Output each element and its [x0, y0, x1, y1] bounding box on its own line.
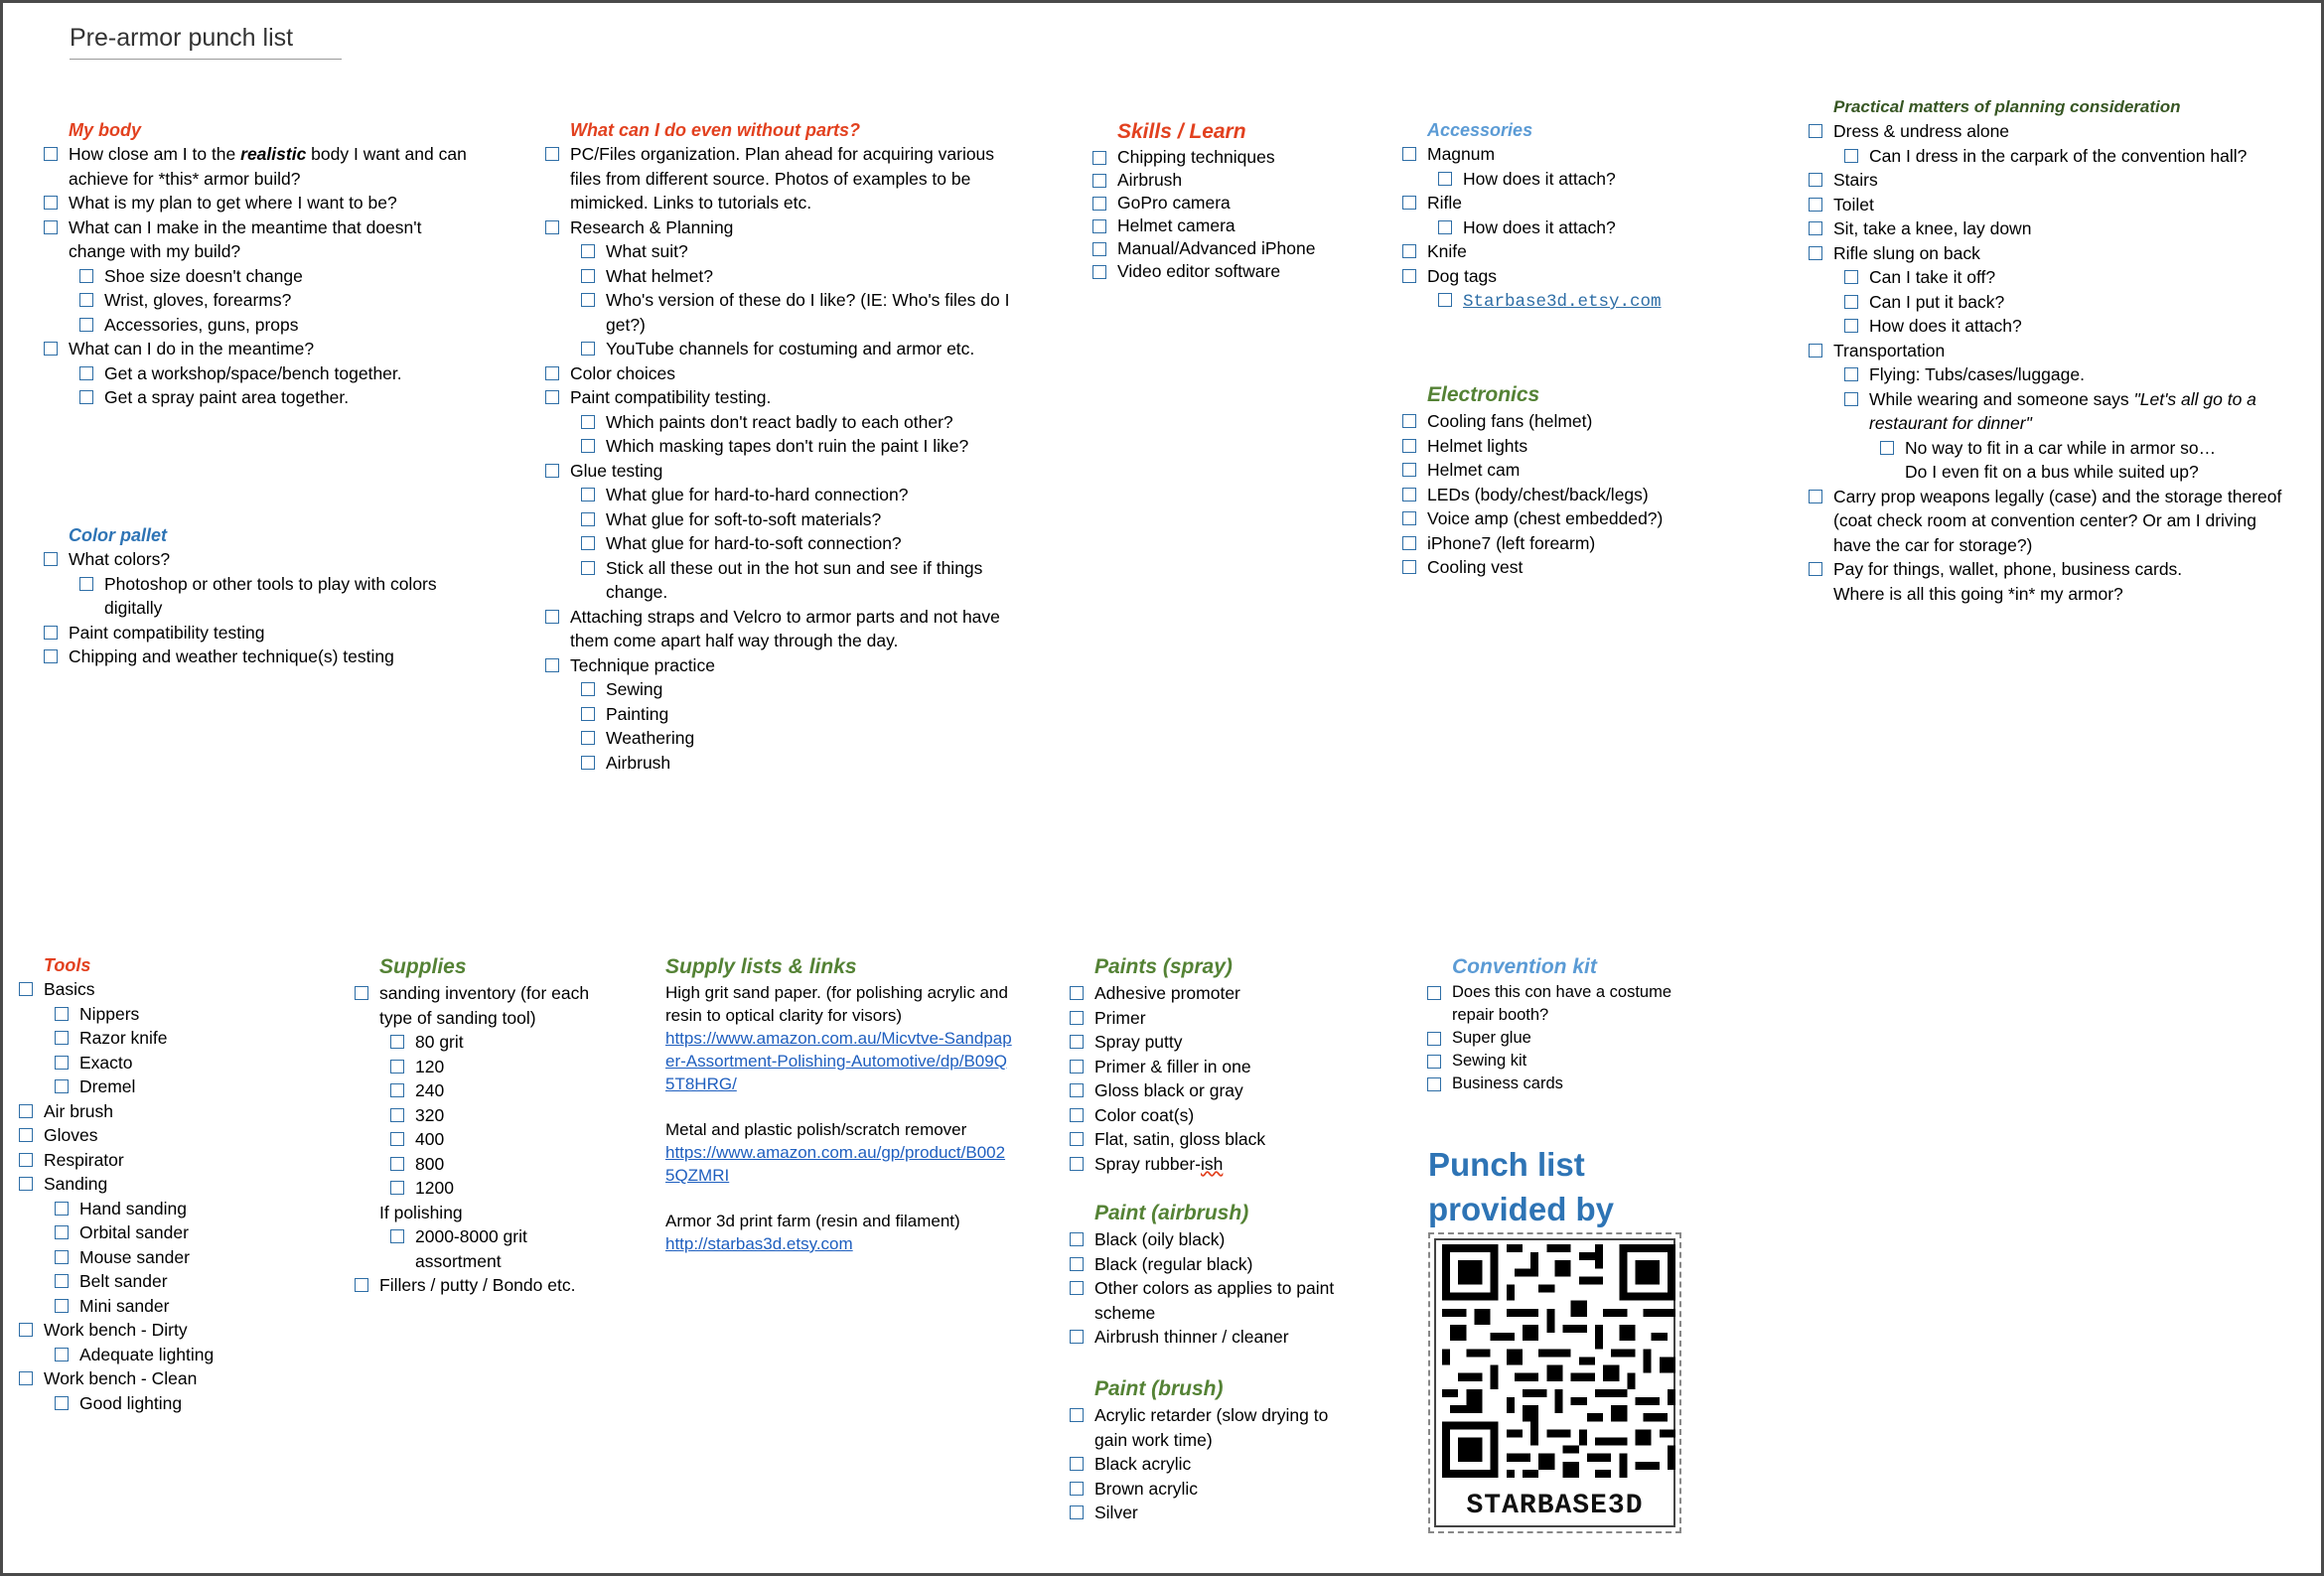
checklist-item[interactable]: Does this con have a costume repair booth?: [1425, 981, 1673, 1027]
checklist-subitem[interactable]: What glue for hard-to-hard connection?: [579, 483, 1010, 507]
checklist-item[interactable]: How close am I to the realistic body I want and can achieve for *this* armor build?: [42, 142, 469, 191]
checklist-item[interactable]: Sit, take a knee, lay down: [1807, 216, 2283, 241]
checklist-subitem[interactable]: Get a spray paint area together.: [77, 385, 469, 410]
checklist-item[interactable]: Adhesive promoter: [1068, 981, 1356, 1006]
checklist-item[interactable]: Voice amp (chest embedded?): [1400, 506, 1728, 531]
checklist-subitem[interactable]: How does it attach?: [1436, 215, 1728, 240]
checklist-subitem[interactable]: Weathering: [579, 726, 1010, 751]
qr-code-card[interactable]: [1428, 1232, 1681, 1533]
checklist-item[interactable]: Spray rubber-ish: [1068, 1152, 1356, 1177]
checklist-subitem[interactable]: Can I put it back?: [1842, 290, 2283, 315]
checklist-subitem[interactable]: What suit?: [579, 239, 1010, 264]
checklist-item[interactable]: What colors?: [42, 547, 439, 572]
checklist-subitem[interactable]: Can I dress in the carpark of the convention hall?: [1842, 144, 2283, 169]
heading-convention-kit: Convention kit: [1452, 955, 1597, 978]
checklist-item[interactable]: sanding inventory (for each type of sanding tool): [353, 981, 611, 1030]
checklist-item[interactable]: Paint compatibility testing: [42, 621, 439, 645]
checklist-item[interactable]: What can I do in the meantime?: [42, 337, 469, 361]
checklist-subitem[interactable]: Mouse sander: [53, 1245, 315, 1270]
heading-paint-brush: Paint (brush): [1094, 1377, 1224, 1400]
section-color-pallet: [42, 523, 439, 669]
checklist-item[interactable]: Other colors as applies to paint scheme: [1068, 1276, 1356, 1325]
checklist-item[interactable]: Airbrush: [1090, 169, 1329, 192]
heading-supplies: Supplies: [379, 955, 467, 978]
checklist-item[interactable]: Technique practice: [543, 653, 1010, 678]
checklist-item[interactable]: Gloves: [17, 1123, 315, 1148]
checklist-subitem[interactable]: Nippers: [53, 1002, 315, 1027]
checklist-subitem[interactable]: Airbrush: [579, 751, 1010, 776]
checklist-subitem[interactable]: 80 grit: [388, 1030, 611, 1055]
section-paints-spray: [1068, 953, 1356, 1176]
section-skills: [1090, 118, 1329, 283]
checklist-item[interactable]: Flat, satin, gloss black: [1068, 1127, 1356, 1152]
amazon-sandpaper-link[interactable]: https://www.amazon.com.au/Micvtve-Sandpaper-Assortment-Polishing-Automotive/dp/B09Q5T8HRG/: [665, 1029, 1012, 1093]
checklist-subitem[interactable]: How does it attach?: [1436, 167, 1728, 192]
checklist-subitem[interactable]: Razor knife: [53, 1026, 315, 1051]
checklist-subitem[interactable]: [1436, 288, 1728, 315]
checklist-item[interactable]: Acrylic retarder (slow drying to gain work time): [1068, 1403, 1356, 1452]
checklist-subitem[interactable]: 320: [388, 1103, 611, 1128]
note-text: If polishing: [379, 1202, 463, 1222]
heading-my-body: My body: [69, 120, 142, 140]
checklist-subitem[interactable]: Can I take it off?: [1842, 265, 2283, 290]
note-text: Do I even fit on a bus while suited up?: [1905, 462, 2199, 482]
etsy-link[interactable]: http://starbas3d.etsy.com: [665, 1234, 853, 1253]
checklist-item[interactable]: Silver: [1068, 1501, 1356, 1525]
section-paint-airbrush: [1068, 1200, 1356, 1350]
page-title: Pre-armor punch list: [70, 24, 342, 60]
checklist-item[interactable]: Chipping techniques: [1090, 146, 1329, 169]
checklist-item[interactable]: Color coat(s): [1068, 1103, 1356, 1128]
checklist-subitem[interactable]: 1200: [388, 1176, 611, 1201]
checklist-subitem[interactable]: Who's version of these do I like? (IE: Who's files do I get?): [579, 288, 1010, 337]
section-paint-brush: [1068, 1375, 1356, 1525]
checklist-item[interactable]: Airbrush thinner / cleaner: [1068, 1325, 1356, 1350]
checklist-subitem[interactable]: Flying: Tubs/cases/luggage.: [1842, 362, 2283, 387]
checklist-subitem[interactable]: Hand sanding: [53, 1197, 315, 1221]
checklist-item[interactable]: Dress & undress alone: [1807, 119, 2283, 144]
heading-supply-links: Supply lists & links: [665, 955, 857, 978]
note-text: Where is all this going *in* my armor?: [1833, 583, 2123, 604]
checklist-item[interactable]: Primer: [1068, 1006, 1356, 1031]
section-tools: [17, 953, 315, 1415]
checklist-subitem[interactable]: Get a workshop/space/bench together.: [77, 361, 469, 386]
checklist-item[interactable]: Cooling vest: [1400, 555, 1728, 580]
section-electronics: [1400, 381, 1728, 580]
checklist-subitem[interactable]: Painting: [579, 702, 1010, 727]
checklist-item[interactable]: Attaching straps and Velcro to armor parts and not have them come apart half way through the day.: [543, 605, 1010, 653]
checklist-item[interactable]: GoPro camera: [1090, 192, 1329, 215]
heading-without-parts: What can I do even without parts?: [570, 120, 861, 140]
heading-skills: Skills / Learn: [1117, 120, 1246, 143]
checklist-subitem[interactable]: Dremel: [53, 1075, 315, 1099]
checklist-item[interactable]: Carry prop weapons legally (case) and the storage thereof (coat check room at convention center? Or am I driving have the car for storage?): [1807, 485, 2283, 558]
checklist-item[interactable]: Black (regular black): [1068, 1252, 1356, 1277]
checklist-subitem[interactable]: Sewing: [579, 677, 1010, 702]
checklist-subitem[interactable]: Shoe size doesn't change: [77, 264, 469, 289]
supply-note: Armor 3d print farm (resin and filament): [665, 1212, 960, 1230]
checklist-item[interactable]: LEDs (body/chest/back/legs): [1400, 483, 1728, 507]
checklist-item[interactable]: Knife: [1400, 239, 1728, 264]
checklist-subitem[interactable]: No way to fit in a car while in armor so…: [1878, 436, 2283, 461]
checklist-subitem[interactable]: Which paints don't react badly to each other?: [579, 410, 1010, 435]
checklist-subitem[interactable]: YouTube channels for costuming and armor etc.: [579, 337, 1010, 361]
qr-code-icon: [1442, 1244, 1675, 1478]
checklist-subitem[interactable]: 120: [388, 1055, 611, 1079]
heading-paints-spray: Paints (spray): [1094, 955, 1233, 978]
checklist-item[interactable]: Helmet cam: [1400, 458, 1728, 483]
checklist-subitem[interactable]: Belt sander: [53, 1269, 315, 1294]
checklist-item[interactable]: Work bench - Clean: [17, 1366, 315, 1391]
checklist-subitem[interactable]: Wrist, gloves, forearms?: [77, 288, 469, 313]
checklist-item[interactable]: Rifle: [1400, 191, 1728, 215]
supply-note: Metal and plastic polish/scratch remover: [665, 1120, 967, 1139]
checklist-item[interactable]: Stairs: [1807, 168, 2283, 193]
checklist-subitem[interactable]: Orbital sander: [53, 1220, 315, 1245]
section-supply-links: [665, 953, 1013, 1255]
heading-color-pallet: Color pallet: [69, 525, 168, 545]
checklist-subitem[interactable]: Good lighting: [53, 1391, 315, 1416]
checklist-item[interactable]: Super glue: [1425, 1027, 1673, 1050]
checklist-subitem[interactable]: Exacto: [53, 1051, 315, 1075]
checklist-item[interactable]: Research & Planning: [543, 215, 1010, 240]
checklist-item[interactable]: Rifle slung on back: [1807, 241, 2283, 266]
checklist-subitem[interactable]: Accessories, guns, props: [77, 313, 469, 338]
checklist-item[interactable]: Transportation: [1807, 339, 2283, 363]
checklist-subitem[interactable]: How does it attach?: [1842, 314, 2283, 339]
amazon-polish-link[interactable]: https://www.amazon.com.au/gp/product/B0025QZMRI: [665, 1143, 1006, 1185]
section-without-parts: [543, 118, 1010, 775]
checklist-subitem[interactable]: Adequate lighting: [53, 1343, 315, 1367]
checklist-subitem[interactable]: 800: [388, 1152, 611, 1177]
checklist-item[interactable]: Primer & filler in one: [1068, 1055, 1356, 1079]
checklist-item[interactable]: Toilet: [1807, 193, 2283, 217]
checklist-item[interactable]: Dog tags: [1400, 264, 1728, 289]
checklist-subitem[interactable]: Stick all these out in the hot sun and see if things change.: [579, 556, 1010, 605]
checklist-item[interactable]: Spray putty: [1068, 1030, 1356, 1055]
checklist-item[interactable]: Color choices: [543, 361, 1010, 386]
checklist-item[interactable]: Sewing kit: [1425, 1050, 1673, 1073]
brand-logo-text: STARBASE3D: [1466, 1491, 1644, 1521]
checklist-item[interactable]: Business cards: [1425, 1073, 1673, 1095]
checklist-item[interactable]: Glue testing: [543, 459, 1010, 484]
checklist-subitem[interactable]: While wearing and someone says "Let's all go to a restaurant for dinner": [1842, 387, 2283, 436]
checklist-item[interactable]: What is my plan to get where I want to be?: [42, 191, 469, 215]
checklist-item[interactable]: Helmet lights: [1400, 434, 1728, 459]
checklist-item[interactable]: Gloss black or gray: [1068, 1078, 1356, 1103]
heading-paint-airbrush: Paint (airbrush): [1094, 1202, 1249, 1224]
starbase-link[interactable]: Starbase3d.etsy.com: [1463, 292, 1662, 312]
checklist-item[interactable]: Work bench - Dirty: [17, 1318, 315, 1343]
checklist-item[interactable]: Brown acrylic: [1068, 1477, 1356, 1502]
checklist-item[interactable]: Paint compatibility testing.: [543, 385, 1010, 410]
section-accessories: [1400, 118, 1728, 315]
checklist-item[interactable]: Sanding: [17, 1172, 315, 1197]
checklist-item[interactable]: Black (oily black): [1068, 1227, 1356, 1252]
checklist-subitem[interactable]: Mini sander: [53, 1294, 315, 1319]
checklist-subitem[interactable]: 240: [388, 1078, 611, 1103]
checklist-subitem[interactable]: 2000-8000 grit assortment: [388, 1224, 611, 1273]
checklist-item[interactable]: What can I make in the meantime that doesn't change with my build?: [42, 215, 469, 264]
checklist-item[interactable]: Manual/Advanced iPhone: [1090, 237, 1329, 260]
checklist-item[interactable]: Air brush: [17, 1099, 315, 1124]
heading-tools: Tools: [44, 955, 91, 975]
checklist-item[interactable]: Video editor software: [1090, 260, 1329, 283]
section-supplies: [353, 953, 611, 1298]
checklist-item[interactable]: Fillers / putty / Bondo etc.: [353, 1273, 611, 1298]
checklist-item[interactable]: Black acrylic: [1068, 1452, 1356, 1477]
checklist-item[interactable]: Helmet camera: [1090, 215, 1329, 237]
checklist-subitem[interactable]: Photoshop or other tools to play with colors digitally: [77, 572, 439, 621]
checklist-subitem[interactable]: Which masking tapes don't ruin the paint I like?: [579, 434, 1010, 459]
checklist-item[interactable]: iPhone7 (left forearm): [1400, 531, 1728, 556]
supply-note: High grit sand paper. (for polishing acrylic and resin to optical clarity for visors): [665, 983, 1008, 1025]
checklist-subitem[interactable]: 400: [388, 1127, 611, 1152]
heading-accessories: Accessories: [1427, 120, 1533, 140]
checklist-item[interactable]: Magnum: [1400, 142, 1728, 167]
checklist-item[interactable]: Respirator: [17, 1148, 315, 1173]
checklist-item[interactable]: Pay for things, wallet, phone, business cards.: [1807, 557, 2283, 582]
section-practical: [1807, 95, 2283, 606]
section-my-body: [42, 118, 469, 410]
heading-electronics: Electronics: [1427, 383, 1540, 406]
checklist-subitem[interactable]: What helmet?: [579, 264, 1010, 289]
checklist-item[interactable]: Cooling fans (helmet): [1400, 409, 1728, 434]
heading-practical: Practical matters of planning consideration: [1833, 97, 2181, 116]
checklist-item[interactable]: Basics: [17, 977, 315, 1002]
promo-text: Punch list provided by: [1428, 1146, 1615, 1227]
section-convention-kit: [1425, 953, 1673, 1095]
checklist-subitem[interactable]: What glue for soft-to-soft materials?: [579, 507, 1010, 532]
checklist-item[interactable]: Chipping and weather technique(s) testing: [42, 645, 439, 669]
checklist-item[interactable]: PC/Files organization. Plan ahead for acquiring various files from different source. Photos of examples to be mimicked. Links to tutorials etc.: [543, 142, 1010, 215]
checklist-subitem[interactable]: What glue for hard-to-soft connection?: [579, 531, 1010, 556]
